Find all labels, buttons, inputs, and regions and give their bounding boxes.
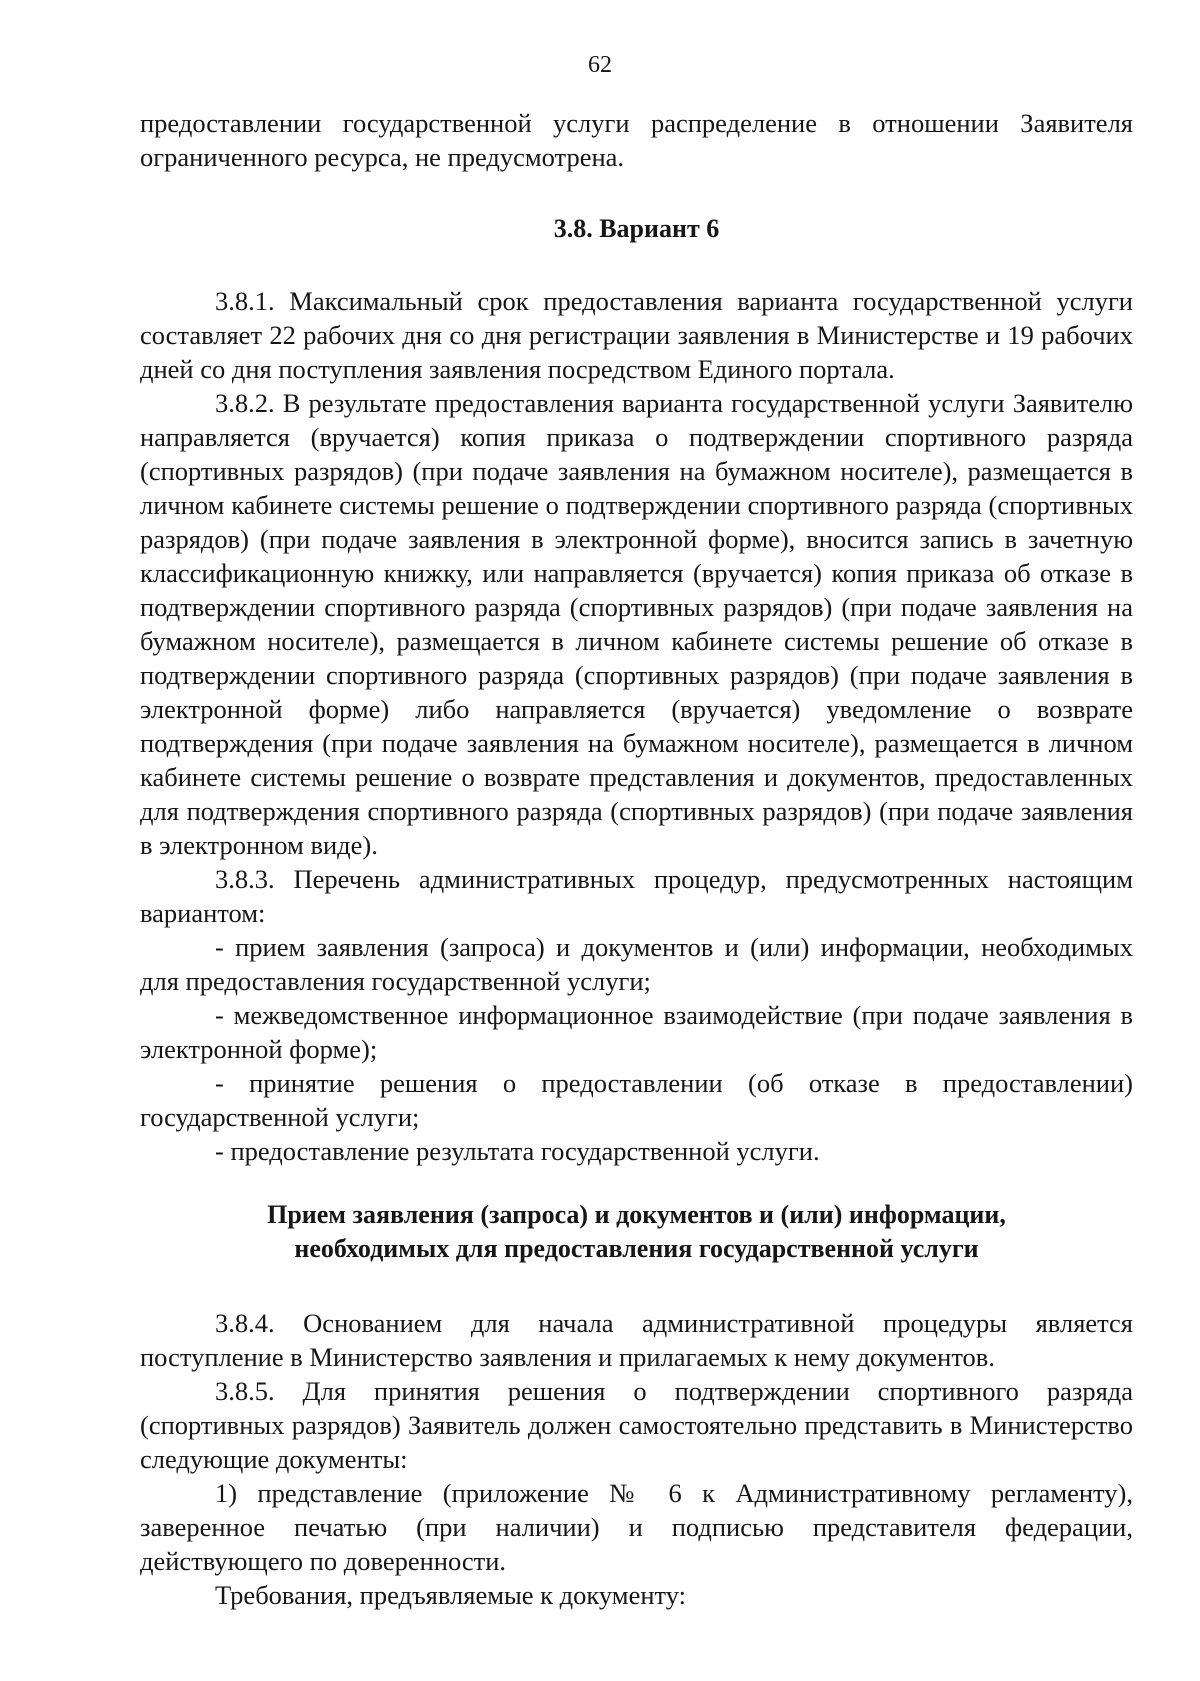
list-item-procedure-2: - межведомственное информационное взаимодействие (при подаче заявления в электронной форме); [140,1000,1133,1064]
paragraph-requirements: Требования, предъявляемые к документу: [215,1580,687,1610]
subsection-heading-line-1: Прием заявления (запроса) и документов и (или) информации, [267,1200,1006,1229]
page-number: 62 [588,52,612,78]
list-item-procedure-3: - принятие решения о предоставлении (об отказе в предоставлении) государственной услуги; [140,1068,1133,1132]
list-item-procedure-1: - прием заявления (запроса) и документов и (или) информации, необходимых для предоставления государственной услуги; [140,932,1133,996]
section-heading: 3.8. Вариант 6 [553,214,720,243]
paragraph-3-8-4: 3.8.4. Основанием для начала административной процедуры является поступление в Министерство заявления и прилагаемых к нему документов. [140,1308,1133,1372]
paragraph-continued: предоставлении государственной услуги распределение в отношении Заявителя ограниченного ресурса, не предусмотрена. [140,108,1133,172]
list-item-procedure-4: - предоставление результата государственной услуги. [215,1136,820,1166]
paragraph-3-8-2: 3.8.2. В результате предоставления варианта государственной услуги Заявителю направляется (вручается) копия приказа о подтверждении спортивного разряда (спортивных разрядов) (при подаче заявления на бумажном носителе), размещается в личном кабинете системы решение о подтверждении спортивного разряда (спортивных разрядов) (при подаче заявления в электронной форме), вносится запись в зачетную классификационную книжку, или направляется (вручается) копия приказа об отказе в подтверждении спортивного разряда (спортивных разрядов) (при подаче заявления на бумажном носителе), размещается в личном кабинете системы решение об отказе в подтверждении спортивного разряда (спортивных разрядов) (при подаче заявления в электронной форме) либо направляется (вручается) уведомление о возврате подтверждения (при подаче заявления на бумажном носителе), размещается в личном кабинете системы решение о возврате представления и документов, предоставленных для подтверждения спортивного разряда (спортивных разрядов) (при подаче заявления в электронном виде). [140,388,1133,860]
subsection-heading [140,1198,1133,1266]
paragraph-document-1: 1) представление (приложение № 6 к Административному регламенту), заверенное печатью (при наличии) и подписью представителя федерации, действующего по доверенности. [140,1478,1133,1576]
paragraph-3-8-1: 3.8.1. Максимальный срок предоставления варианта государственной услуги составляет 22 рабочих дня со дня регистрации заявления в Министерстве и 19 рабочих дней со дня поступления заявления посредством Единого портала. [140,286,1133,384]
subsection-heading-line-2: необходимых для предоставления государственной услуги [294,1234,979,1263]
document-body [140,106,1133,1612]
paragraph-3-8-3: 3.8.3. Перечень административных процедур, предусмотренных настоящим вариантом: [140,864,1133,928]
paragraph-3-8-5: 3.8.5. Для принятия решения о подтверждении спортивного разряда (спортивных разрядов) Заявитель должен самостоятельно представить в Министерство следующие документы: [140,1376,1133,1474]
